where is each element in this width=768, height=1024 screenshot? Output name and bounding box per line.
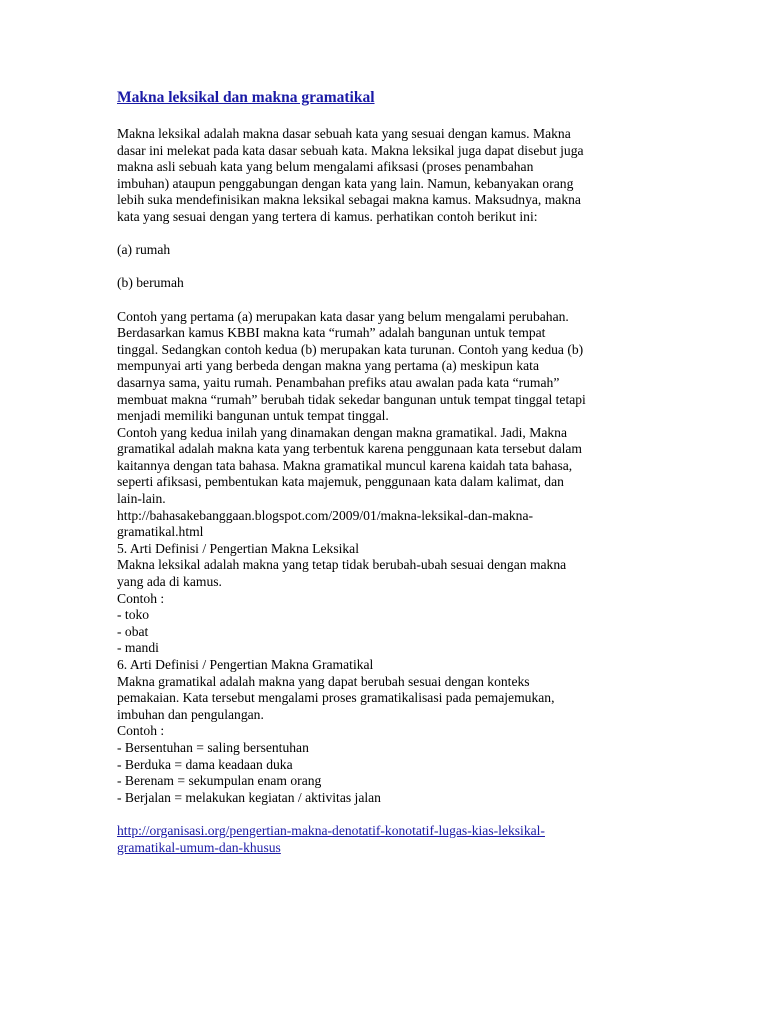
body-line: menjadi memiliki bangunan untuk tempat tinggal. <box>117 408 389 424</box>
body-line: kaitannya dengan tata bahasa. Makna gramatikal muncul karena kaidah tata bahasa, <box>117 457 573 473</box>
body-line: Makna leksikal adalah makna yang tetap tidak berubah-ubah sesuai dengan makna <box>117 557 567 573</box>
body-line: pemakaian. Kata tersebut mengalami proses gramatikalisasi pada pemajemukan, <box>117 690 555 706</box>
body-line: tinggal. Sedangkan contoh kedua (b) merupakan kata turunan. Contoh yang kedua (b) <box>117 341 584 357</box>
body-line: Contoh yang pertama (a) merupakan kata dasar yang belum mengalami perubahan. <box>117 308 569 324</box>
body-line: Makna gramatikal adalah makna yang dapat berubah sesuai dengan konteks <box>117 673 530 689</box>
body-line: Contoh : <box>117 723 165 739</box>
body-line: Berdasarkan kamus KBBI makna kata “rumah” adalah bangunan untuk tempat <box>117 325 546 341</box>
list-item: - Berjalan = melakukan kegiatan / aktivitas jalan <box>117 789 381 805</box>
example-b <box>117 275 657 292</box>
document-title-text[interactable]: Makna leksikal dan makna gramatikal <box>117 89 375 106</box>
list-item: - Berduka = dama keadaan duka <box>117 756 293 772</box>
source-link-line[interactable]: http://organisasi.org/pengertian-makna-denotatif-konotatif-lugas-kias-leksikal- <box>117 822 545 838</box>
body-line: Contoh yang kedua inilah yang dinamakan dengan makna gramatikal. Jadi, Makna <box>117 424 567 440</box>
body-line: gramatikal.html <box>117 524 204 540</box>
intro-line: imbuhan) ataupun penggabungan dengan kata yang lain. Namun, kebanyakan orang <box>117 175 574 191</box>
intro-paragraph <box>117 126 657 226</box>
body-text <box>117 309 657 807</box>
section-5-heading: 5. Arti Definisi / Pengertian Makna Leksikal <box>117 540 359 556</box>
intro-line: makna asli sebuah kata yang belum mengalami afiksasi (proses penambahan <box>117 159 534 175</box>
source-link-line[interactable]: gramatikal-umum-dan-khusus <box>117 839 281 855</box>
intro-line: dasar ini melekat pada kata dasar sebuah kata. Makna leksikal juga dapat disebut juga <box>117 142 584 158</box>
source-link[interactable] <box>117 823 657 856</box>
intro-line: Makna leksikal adalah makna dasar sebuah kata yang sesuai dengan kamus. Makna <box>117 126 571 141</box>
body-line: imbuhan dan pengulangan. <box>117 706 264 722</box>
body-line: membuat makna “rumah” berubah tidak sekedar bangunan untuk tempat tinggal tetapi <box>117 391 586 407</box>
body-line: dasarnya sama, yaitu rumah. Penambahan prefiks atau awalan pada kata “rumah” <box>117 374 560 390</box>
example-b-text: (b) berumah <box>117 275 184 291</box>
body-line: yang ada di kamus. <box>117 574 222 590</box>
body-line: http://bahasakebanggaan.blogspot.com/2009/01/makna-leksikal-dan-makna- <box>117 507 534 523</box>
list-item: - Bersentuhan = saling bersentuhan <box>117 739 309 755</box>
document-page <box>117 88 657 856</box>
list-item: - toko <box>117 607 150 623</box>
list-item: - obat <box>117 623 149 639</box>
intro-line: kata yang sesuai dengan yang tertera di kamus. perhatikan contoh berikut ini: <box>117 208 538 224</box>
section-6-heading: 6. Arti Definisi / Pengertian Makna Gramatikal <box>117 657 374 672</box>
example-a <box>117 242 657 259</box>
example-a-text: (a) rumah <box>117 242 171 258</box>
body-line: Contoh : <box>117 590 165 606</box>
list-item: - Berenam = sekumpulan enam orang <box>117 773 322 789</box>
intro-line: lebih suka mendefinisikan makna leksikal sebagai makna kamus. Maksudnya, makna <box>117 192 581 208</box>
document-title[interactable] <box>117 88 657 108</box>
body-line: lain-lain. <box>117 491 166 507</box>
list-item: - mandi <box>117 640 159 656</box>
body-line: seperti afiksasi, pembentukan kata majemuk, penggunaan kata dalam kalimat, dan <box>117 474 564 490</box>
body-line: mempunyai arti yang berbeda dengan makna yang pertama (a) meskipun kata <box>117 358 539 374</box>
body-line: gramatikal adalah makna kata yang terbentuk karena penggunaan kata tersebut dalam <box>117 441 583 457</box>
